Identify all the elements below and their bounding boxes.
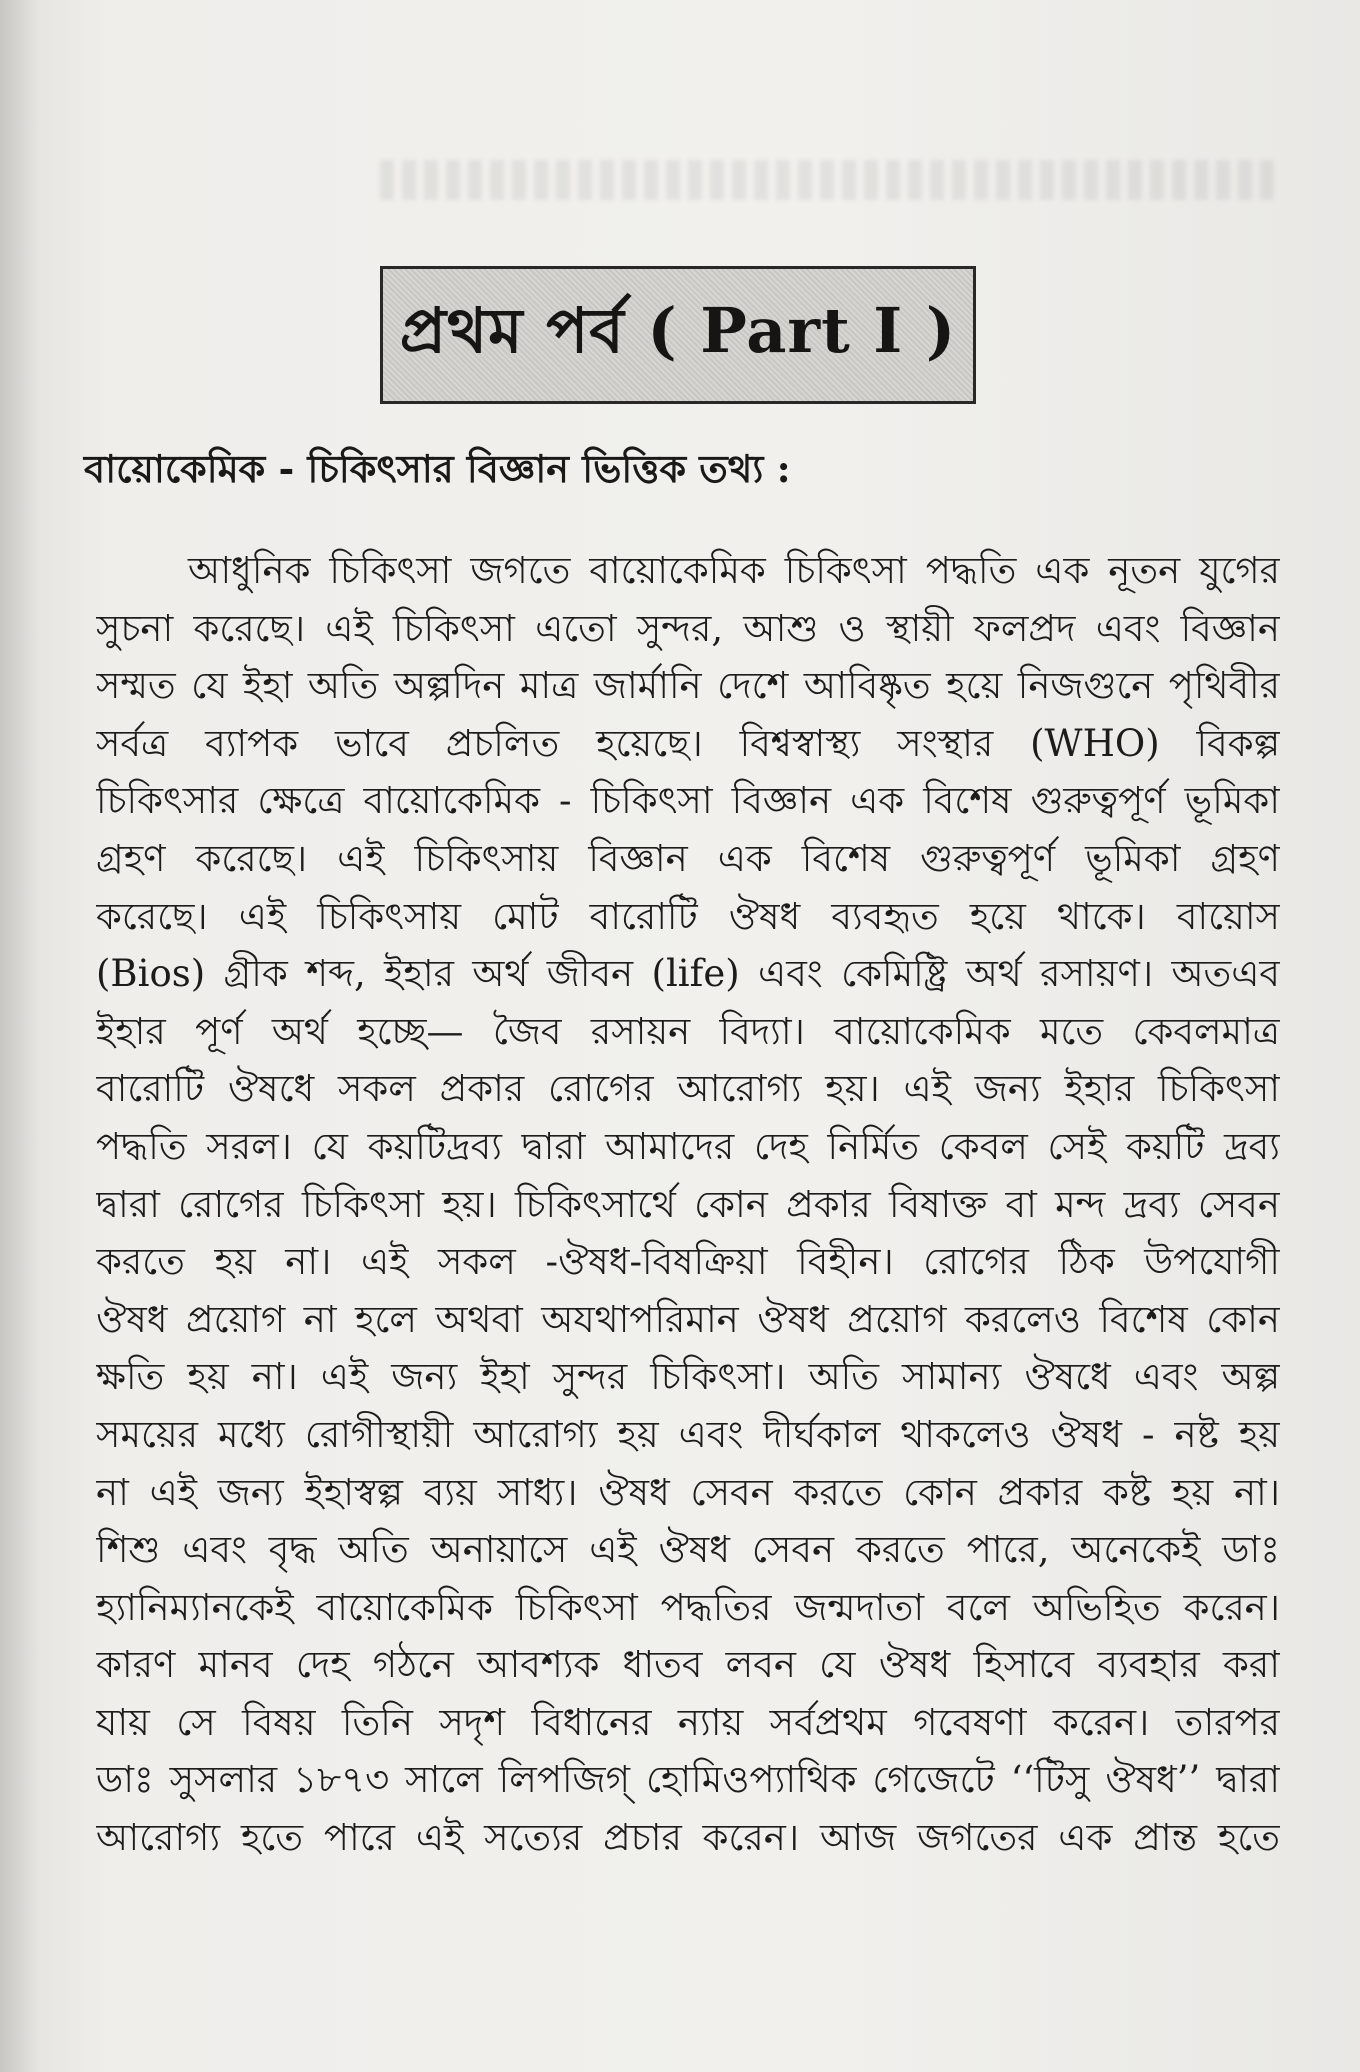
body-line: না এই জন্য ইহাস্বল্প ব্যয় সাধ্য। ঔষধ সেবন করতে কোন প্রকার কষ্ট হয় না। xyxy=(96,1470,1280,1514)
body-line: হ্যানিম্যানকেই বায়োকেমিক চিকিৎসা পদ্ধতির জন্মদাতা বলে অভিহিত করেন। xyxy=(96,1585,1280,1629)
faded-running-header xyxy=(380,160,1280,200)
body-line: কারণ মানব দেহ গঠনে আবশ্যক ধাতব লবন যে ঔষধ হিসাবে ব্যবহার করা xyxy=(96,1643,1280,1687)
body-line: ইহার পূর্ণ অর্থ হচ্ছে— জৈব রসায়ন বিদ্যা। বায়োকেমিক মতে কেবলমাত্র xyxy=(96,1009,1280,1053)
body-line: আরোগ্য হতে পারে এই সত্যের প্রচার করেন। আজ জগতের এক প্রান্ত হতে xyxy=(96,1816,1280,1860)
section-heading: বায়োকেমিক - চিকিৎসার বিজ্ঞান ভিত্তিক তথ্য : xyxy=(84,446,791,491)
body-line: শিশু এবং বৃদ্ধ অতি অনায়াসে এই ঔষধ সেবন করতে পারে, অনেকেই ডাঃ xyxy=(96,1528,1280,1572)
body-line: পদ্ধতি সরল। যে কয়টিদ্রব্য দ্বারা আমাদের দেহ নির্মিত কেবল সেই কয়টি দ্রব্য xyxy=(96,1124,1280,1168)
body-line: করতে হয় না। এই সকল -ঔষধ-বিষক্রিয়া বিহীন। রোগের ঠিক উপযোগী xyxy=(96,1240,1280,1284)
body-line: ঔষধ প্রয়োগ না হলে অথবা অযথাপরিমান ঔষধ প্রয়োগ করলেও বিশেষ কোন xyxy=(96,1297,1280,1341)
part-title-box xyxy=(380,266,976,404)
body-text xyxy=(96,542,1280,1867)
body-line: বারোটি ঔষধে সকল প্রকার রোগের আরোগ্য হয়। এই জন্য ইহার চিকিৎসা xyxy=(96,1067,1280,1111)
body-line: সম্মত যে ইহা অতি অল্পদিন মাত্র জার্মানি দেশে আবিষ্কৃত হয়ে নিজগুনে পৃথিবীর xyxy=(96,664,1280,708)
body-line: আধুনিক চিকিৎসা জগতে বায়োকেমিক চিকিৎসা পদ্ধতি এক নূতন যুগের xyxy=(188,549,1280,592)
body-line: করেছে। এই চিকিৎসায় মোট বারোটি ঔষধ ব্যবহৃত হয়ে থাকে। বায়োস xyxy=(96,894,1280,938)
body-line: ডাঃ সুসলার ১৮৭৩ সালে লিপজিগ্ হোমিওপ্যাথিক গেজেটে ‘‘টিসু ঔষধ’’ দ্বারা xyxy=(96,1758,1280,1802)
body-line: (Bios) গ্রীক শব্দ, ইহার অর্থ জীবন (life) এবং কেমিষ্ট্রি অর্থ রসায়ণ। অতএব xyxy=(96,952,1280,996)
body-line: সর্বত্র ব্যাপক ভাবে প্রচলিত হয়েছে। বিশ্বস্বাস্থ্য সংস্থার (WHO) বিকল্প xyxy=(96,721,1280,765)
body-line: যায় সে বিষয় তিনি সদৃশ বিধানের ন্যায় সর্বপ্রথম গবেষণা করেন। তারপর xyxy=(96,1700,1280,1744)
body-line: গ্রহণ করেছে। এই চিকিৎসায় বিজ্ঞান এক বিশেষ গুরুত্বপূর্ণ ভূমিকা গ্রহণ xyxy=(96,836,1280,880)
body-line: দ্বারা রোগের চিকিৎসা হয়। চিকিৎসার্থে কোন প্রকার বিষাক্ত বা মন্দ দ্রব্য সেবন xyxy=(96,1182,1280,1226)
body-line: সুচনা করেছে। এই চিকিৎসা এতো সুন্দর, আশু ও স্থায়ী ফলপ্রদ এবং বিজ্ঞান xyxy=(96,606,1280,650)
body-line: ক্ষতি হয় না। এই জন্য ইহা সুন্দর চিকিৎসা। অতি সামান্য ঔষধে এবং অল্প xyxy=(96,1355,1280,1399)
body-line: চিকিৎসার ক্ষেত্রে বায়োকেমিক - চিকিৎসা বিজ্ঞান এক বিশেষ গুরুত্বপূর্ণ ভূমিকা xyxy=(96,779,1280,823)
part-title: প্রথম পর্ব ( Part I ) xyxy=(399,293,957,367)
body-line: সময়ের মধ্যে রোগীস্থায়ী আরোগ্য হয় এবং দীর্ঘকাল থাকলেও ঔষধ - নষ্ট হয় xyxy=(96,1412,1280,1456)
